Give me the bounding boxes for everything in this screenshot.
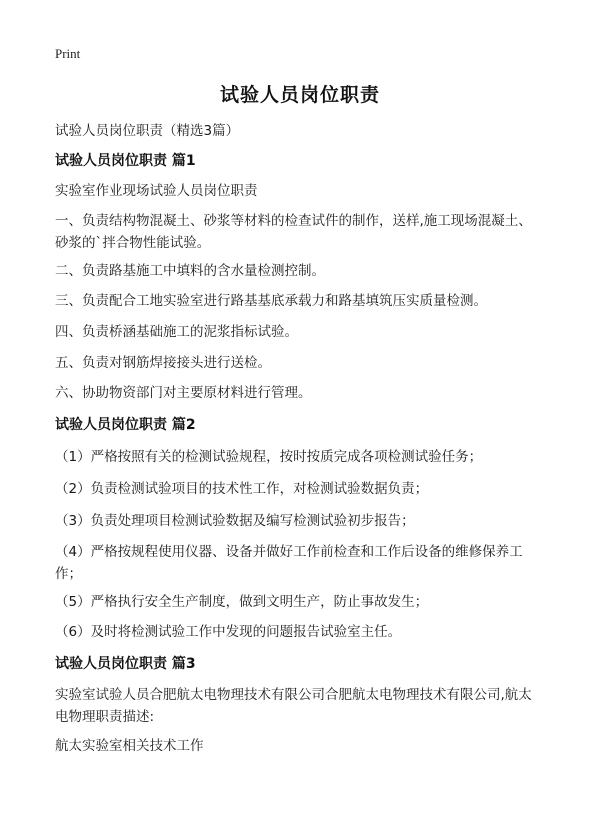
paragraph: （1）严格按照有关的检测试验规程，按时按质完成各项检测试验任务； bbox=[55, 449, 483, 465]
print-label: Print bbox=[55, 46, 81, 61]
paragraph: 一、负责结构物混凝土、砂浆等材料的检查试件的制作，送样,施工现场混凝土、砂浆的`拌合物性能试验。 bbox=[55, 213, 532, 251]
paragraph: （6）及时将检测试验工作中发现的问题报告试验室主任。 bbox=[55, 624, 402, 640]
paragraph: 六、协助物资部门对主要原材料进行管理。 bbox=[55, 385, 312, 401]
paragraph: 实验室作业现场试验人员岗位职责 bbox=[55, 183, 258, 199]
section-heading: 试验人员岗位职责 篇3 bbox=[55, 656, 196, 672]
section-heading: 试验人员岗位职责 篇2 bbox=[55, 417, 196, 433]
paragraph: （2）负责检测试验项目的技术性工作，对检测试验数据负责； bbox=[55, 481, 429, 497]
paragraph: 二、负责路基施工中填料的含水量检测控制。 bbox=[55, 263, 325, 279]
paragraph: 四、负责桥涵基础施工的泥浆指标试验。 bbox=[55, 324, 298, 340]
document-subtitle: 试验人员岗位职责（精选3篇） bbox=[55, 123, 240, 139]
paragraph: 实验室试验人员合肥航太电物理技术有限公司合肥航太电物理技术有限公司,航太电物理职责描述: bbox=[55, 687, 532, 725]
paragraph: （4）严格按规程使用仪器、设备并做好工作前检查和工作后设备的维修保养工作； bbox=[55, 544, 523, 582]
paragraph: 三、负责配合工地实验室进行路基基底承载力和路基填筑压实质量检测。 bbox=[55, 293, 487, 309]
paragraph: 五、负责对钢筋焊接接头进行送检。 bbox=[55, 355, 271, 371]
paragraph: （3）负责处理项目检测试验数据及编写检测试验初步报告； bbox=[55, 513, 415, 529]
paragraph: （5）严格执行安全生产制度，做到文明生产，防止事故发生； bbox=[55, 594, 429, 610]
document-title: 试验人员岗位职责 bbox=[219, 84, 380, 106]
section-heading: 试验人员岗位职责 篇1 bbox=[55, 153, 196, 169]
paragraph: 航太实验室相关技术工作 bbox=[55, 738, 204, 754]
